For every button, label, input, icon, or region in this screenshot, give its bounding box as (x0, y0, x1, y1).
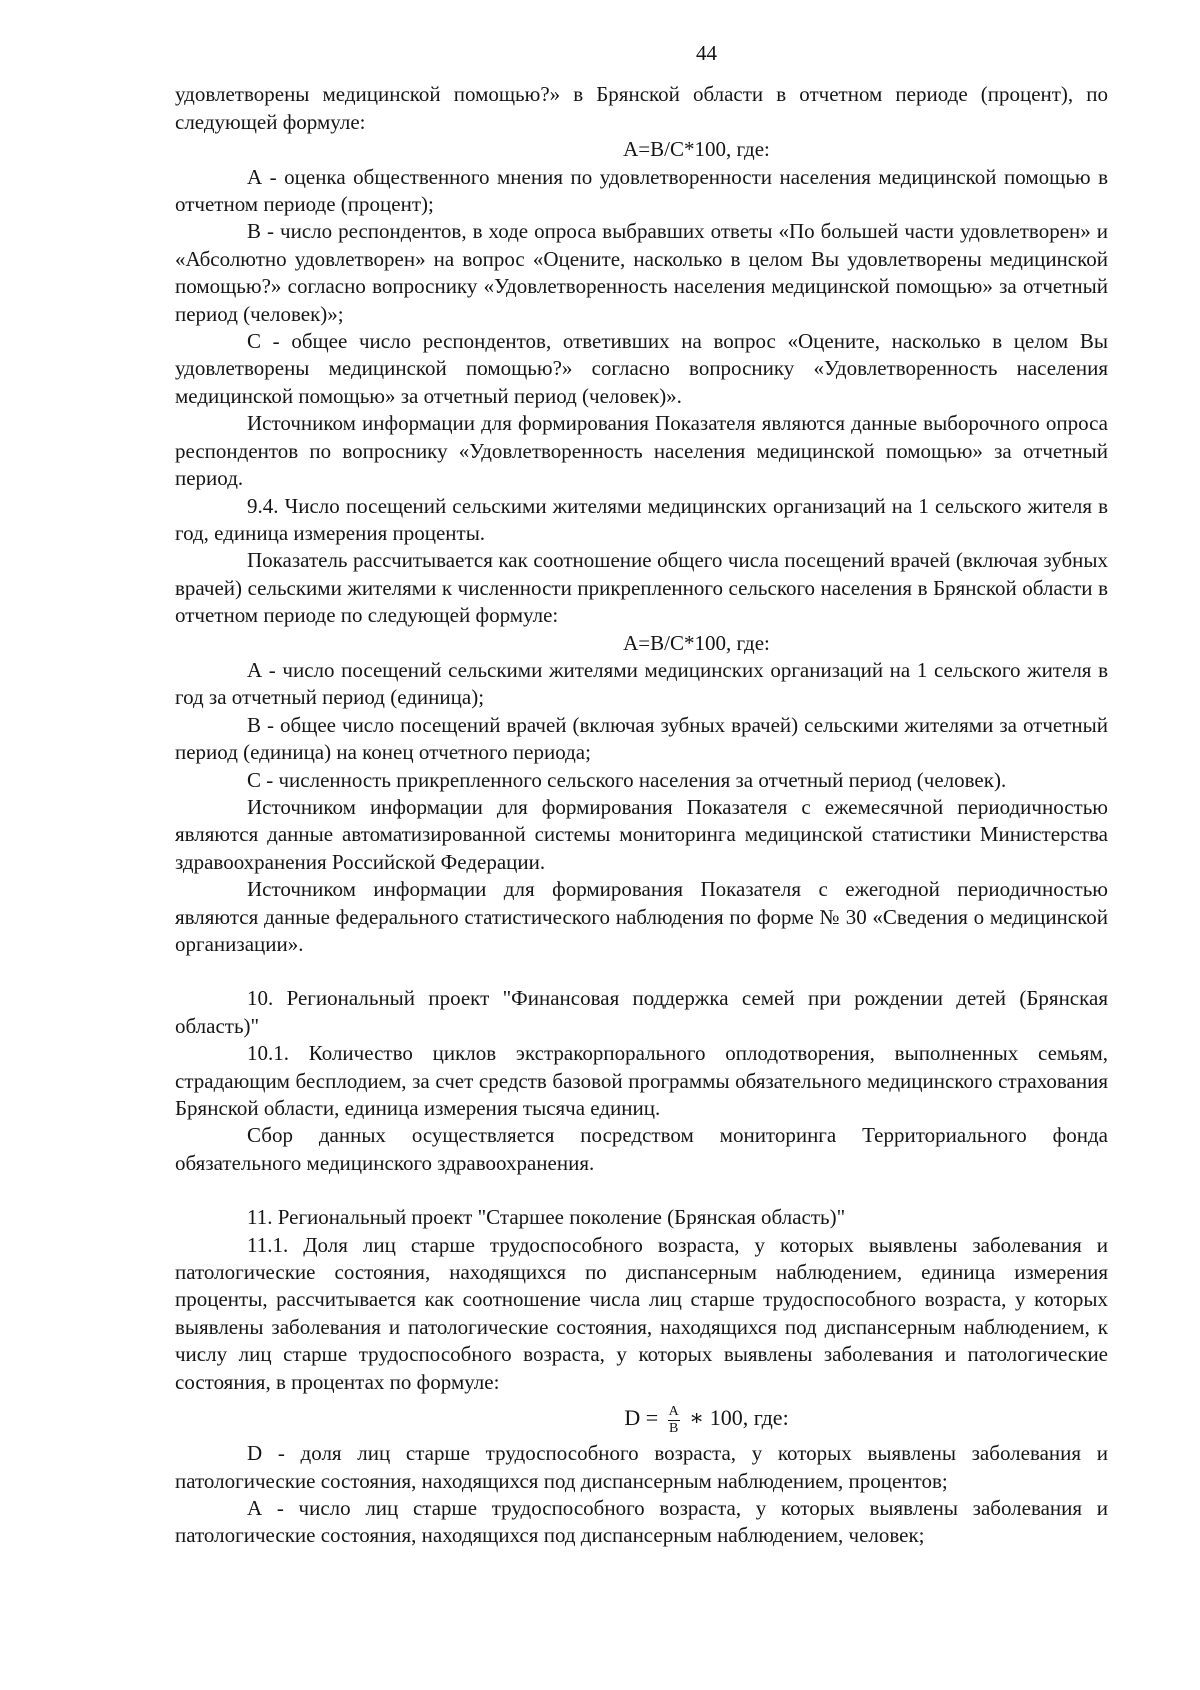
fraction-numerator: A (668, 1403, 679, 1419)
section-9-4-description: Показатель рассчитывается как соотношение общего числа посещений врачей (включая зубных врачей) сельскими жителями к численности прикрепленного сельского населения в Брянской области в отчетном периоде по следующей формуле: (175, 548, 1108, 628)
definition-a: А - число лиц старше трудоспособного возраста, у которых выявлены заболевания и патологические состояния, находящихся под диспансерным наблюдением, человек; (175, 1495, 1108, 1548)
source-paragraph: Источником информации для формирования Показателя являются данные выборочного опроса респондентов по вопроснику «Удовлетворенность населения медицинской помощью» за отчетный период. (175, 411, 1108, 491)
paragraph: удовлетворены медицинской помощью?» в Брянской области в отчетном периоде (процент), по следующей формуле: (175, 82, 1108, 134)
definition-d: D - доля лиц старше трудоспособного возраста, у которых выявлены заболевания и патологические состояния, находящихся под диспансерным наблюдением, процентов; (175, 1441, 1108, 1493)
data-collection-paragraph: Сбор данных осуществляется посредством мониторинга Территориального фонда обязательного медицинского здравоохранения. (175, 1123, 1108, 1175)
definition-b: В - число респондентов, в ходе опроса выбравших ответы «По большей части удовлетворен» и «Абсолютно удовлетворен» на вопрос «Оцените, насколько в целом Вы удовлетворены медицинской помощью?» согласно вопроснику «Удовлетворенность населения медицинской помощью» за отчетный период (человек)»; (175, 219, 1108, 326)
blank-line (175, 958, 1108, 985)
formula-fraction (175, 1398, 1108, 1438)
section-11-1-description: 11.1. Доля лиц старше трудоспособного возраста, у которых выявлены заболевания и патологические состояния, находящихся по диспансерным наблюдением, единица измерения проценты, рассчитывается как соотношение числа лиц старше трудоспособного возраста, у которых выявлены заболевания и патологические состояния, находящихся под диспансерным наблюдением, к числу лиц старше трудоспособного возраста, у которых выявлены заболевания и патологические состояния, в процентах по формуле: (175, 1232, 1108, 1394)
formula-lhs: D = (624, 1405, 659, 1431)
source-paragraph: Источником информации для формирования Показателя с ежемесячной периодичностью являются данные автоматизированной системы мониторинга медицинской статистики Министерства здравоохранения Российской Федерации. (175, 794, 1108, 874)
formula-rhs: ∗ 100, где: (689, 1405, 789, 1431)
blank-line (175, 1177, 1108, 1204)
fraction (668, 1404, 680, 1437)
definition-c: С - численность прикрепленного сельского населения за отчетный период (человек). (247, 767, 1007, 792)
fraction-denominator: B (669, 1420, 679, 1436)
definition-a: А - оценка общественного мнения по удовлетворенности населения медицинской помощью в отчетном периоде (процент); (175, 164, 1108, 217)
definition-b: В - общее число посещений врачей (включая зубных врачей) сельскими жителями за отчетный период (единица) на конец отчетного периода; (175, 712, 1108, 765)
section-10-1-description: 10.1. Количество циклов экстракорпорального оплодотворения, выполненных семьям, страдающим бесплодием, за счет средств базовой программы обязательного медицинского страхования Брянской области, единица измерения тысяча единиц. (175, 1041, 1108, 1121)
source-paragraph: Источником информации для формирования Показателя с ежегодной периодичностью являются данные федерального статистического наблюдения по форме № 30 «Сведения о медицинской организации». (175, 877, 1108, 956)
definition-c: С - общее число респондентов, ответивших на вопрос «Оцените, насколько в целом Вы удовлетворены медицинской помощью?» согласно вопроснику «Удовлетворенность населения медицинской помощью» за отчетный период (человек)». (175, 329, 1108, 408)
definition-a: А - число посещений сельскими жителями медицинских организаций на 1 сельского жителя в год за отчетный период (единица); (175, 657, 1108, 710)
section-10-heading: 10. Региональный проект "Финансовая поддержка семей при рождении детей (Брянская область)" (175, 986, 1108, 1038)
section-9-4-heading: 9.4. Число посещений сельскими жителями медицинских организаций на 1 сельского жителя в год, единица измерения проценты. (175, 493, 1108, 545)
section-11-heading: 11. Региональный проект "Старшее поколение (Брянская область)" (247, 1205, 846, 1230)
formula-abc-2: A=B/C*100, где: (623, 630, 770, 655)
formula-abc-1: A=B/C*100, где: (623, 137, 770, 162)
page-number: 44 (696, 41, 717, 65)
